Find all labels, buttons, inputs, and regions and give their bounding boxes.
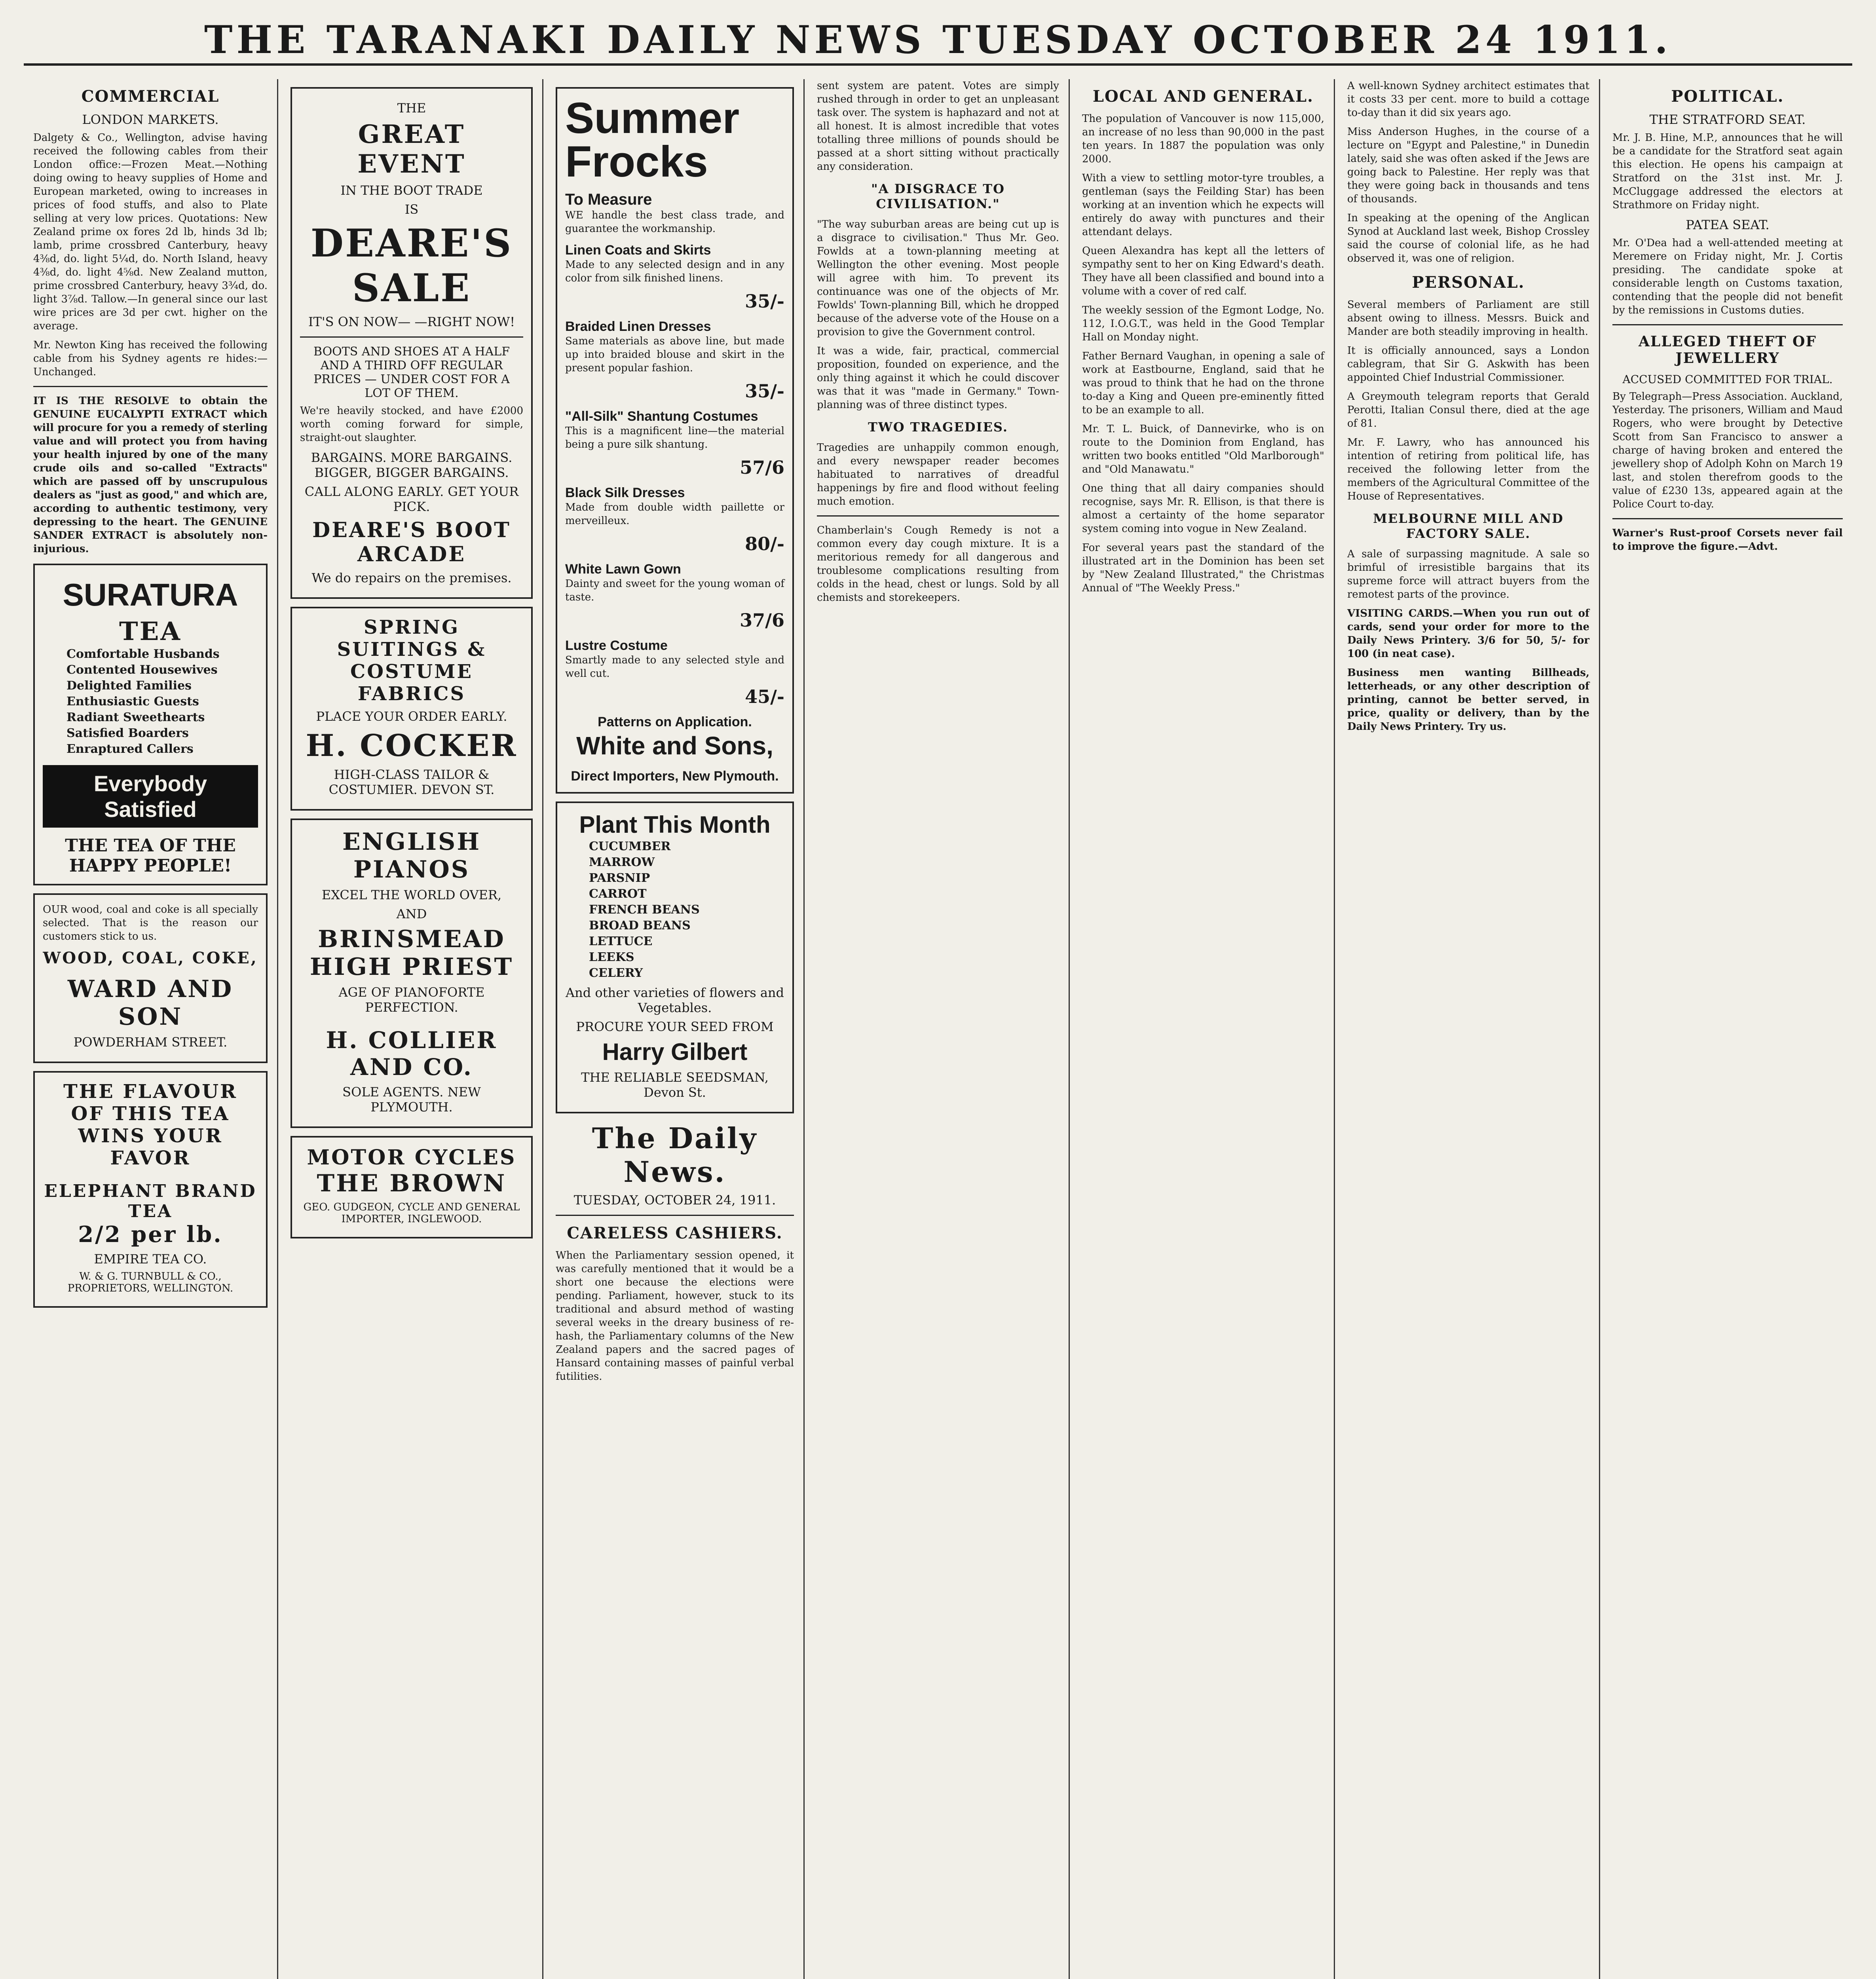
article-text: It was a wide, fair, practical, commercial proposition, founded on experience, and the only thing against it which he could discover was that it was "made in Germany." Town-planning was of three distinct types. (817, 345, 1059, 411)
ad-brown-sub: GEO. GUDGEON, CYCLE AND GENERAL IMPORTER, INGLEWOOD. (303, 1201, 520, 1225)
elephant-price: 2/2 per lb. (78, 1221, 223, 1248)
ad-procure: PROCURE YOUR SEED FROM (576, 1019, 774, 1034)
plant-list (565, 839, 784, 981)
column-rule (277, 79, 278, 1979)
tea-tagline: THE TEA OF THE HAPPY PEOPLE! (65, 836, 236, 876)
ad-measure: To Measure (565, 191, 652, 208)
editorial-heading: CARELESS CASHIERS. (567, 1224, 783, 1242)
benefit-list (43, 646, 258, 757)
paper-name: The Daily News. (592, 1121, 758, 1189)
column-deares-sale (281, 79, 542, 1979)
column-personal (1338, 79, 1599, 1979)
ad-order: PLACE YOUR ORDER EARLY. (316, 709, 507, 724)
list-item: PARSNIP (589, 871, 650, 885)
article-text: Mr. T. L. Buick, of Dannevirke, who is on route to the Dominion from England, has written two books entitled "Old Marlborough" and "Old Manawatu." (1082, 423, 1324, 475)
section-heading: POLITICAL. (1671, 87, 1784, 106)
item-price: 80/- (745, 533, 784, 555)
advert-text: IT IS THE RESOLVE to obtain the GENUINE EUCALYPTI EXTRACT which will procure for you a remedy of sterling value and will protect you from having your health injured by one of the many crude oils and so-called "Extracts" which are passed off by unscrupulous dealers as "just as good," and which are, according to authentic testimony, very depressing to the heart. The GENUINE SANDER EXTRACT is absolutely non-injurious. (33, 395, 268, 555)
section-heading: MELBOURNE MILL AND FACTORY SALE. (1373, 511, 1564, 541)
brand-name: SURATURA (63, 577, 238, 612)
ward-address: POWDERHAM STREET. (73, 1035, 228, 1050)
article-text: The population of Vancouver is now 115,000, an increase of no less than 90,000 in the past ten years. In 1887 the population was only 2000. (1082, 113, 1324, 165)
ad-in-boot-trade: IN THE BOOT TRADE (340, 183, 483, 198)
item-price: 35/- (745, 291, 784, 312)
ad-bargains: BARGAINS. MORE BARGAINS. BIGGER, BIGGER BARGAINS. (311, 450, 513, 480)
column-editorial (807, 79, 1069, 1979)
column-rule (1599, 79, 1600, 1979)
column-rule (803, 79, 805, 1979)
ad-cocker-sub: HIGH-CLASS TAILOR & COSTUMIER. DEVON ST. (328, 767, 495, 797)
frock-item (565, 485, 784, 555)
ad-brinsmead: BRINSMEAD (318, 925, 505, 953)
ad-on-now: IT'S ON NOW— —RIGHT NOW! (308, 314, 515, 329)
article-text: A Greymouth telegram reports that Gerald Perotti, Italian Consul there, died at the age of 81. (1347, 391, 1589, 429)
empire-name: EMPIRE TEA CO. (94, 1252, 207, 1267)
brand-sub: TEA (119, 617, 182, 646)
deares-advert (291, 87, 533, 599)
cocker-advert (291, 607, 533, 811)
masthead (24, 16, 1852, 66)
ad-collier-sub: SOLE AGENTS. NEW PLYMOUTH. (342, 1084, 481, 1115)
section-heading: COMMERCIAL (81, 87, 220, 106)
column-rule (1334, 79, 1335, 1979)
empire-sub: W. & G. TURNBULL & CO., PROPRIETORS, WELLINGTON. (67, 1271, 234, 1294)
pianos-advert (291, 819, 533, 1128)
article-text: For several years past the standard of the illustrated art in the Dominion has been set by "New Zealand Illustrated," the Christmas Annual of "The Weekly Press." (1082, 542, 1324, 594)
section-heading: PERSONAL. (1412, 273, 1525, 292)
ad-text: We're heavily stocked, and have £2000 worth coming forward for simple, straight-out slaughter. (300, 405, 523, 444)
divider (817, 515, 1059, 517)
ad-intro: WE handle the best class trade, and guarantee the workmanship. (565, 209, 784, 235)
ad-pianos: ENGLISH PIANOS (342, 828, 481, 883)
ad-age: AGE OF PIANOFORTE PERFECTION. (338, 985, 485, 1015)
section-heading: LOCAL AND GENERAL. (1092, 87, 1314, 106)
item-title: "All-Silk" Shantung Costumes (565, 409, 758, 424)
ad-priest: HIGH PRIEST (310, 953, 514, 981)
sub-heading: THE STRATFORD SEAT. (1649, 112, 1806, 127)
ad-white-sons: White and Sons, (576, 731, 773, 760)
article-text: In speaking at the opening of the Anglican Synod at Auckland last week, Bishop Crossley said the course of colonial life, as he had observed it, was one of religion. (1347, 212, 1589, 264)
article-text: Miss Anderson Hughes, in the course of a lecture on "Egypt and Palestine," in Dunedin lately, said she was often asked if the Jews are going back to Palestine. Her reply was that they were going back in thousands and tens of thousands. (1347, 126, 1589, 205)
frock-item (565, 243, 784, 312)
article-text: "The way suburban areas are being cut up is a disgrace to civilisation." Thus Mr. Geo. Fowlds at a town-planning meeting at Wellington the other evening. Most people will agree with him. To prevent its continuance was one of the objects of Mr. Fowlds' Town-planning Bill, which he dropped because of the adverse vote of the House on a provision to give the Government control. (817, 218, 1059, 338)
column-commercial (24, 79, 277, 1979)
masthead-title: THE TARANAKI DAILY NEWS TUESDAY OCTOBER 24 1911. (204, 17, 1672, 62)
section-heading: TWO TRAGEDIES. (868, 420, 1008, 435)
article-text: With a view to settling motor-tyre troubles, a gentleman (says the Feilding Star) has been working at an invention which he expects will entirely do away with punctures and their attendant delays. (1082, 172, 1324, 238)
ad-collier: H. COLLIER AND CO. (326, 1027, 497, 1081)
sub-heading: LONDON MARKETS. (82, 112, 219, 127)
article-text: Several members of Parliament are still absent owing to illness. Messrs. Buick and Mander are both steadily improving in health. (1347, 299, 1589, 338)
section-heading: ALLEGED THEFT OF JEWELLERY (1639, 333, 1817, 367)
list-item: Comfortable Husbands (66, 647, 220, 661)
frock-item (565, 562, 784, 631)
ad-arcade: DEARE'S BOOT ARCADE (312, 518, 511, 566)
ad-gilbert: Harry Gilbert (602, 1039, 748, 1065)
advert-text: VISITING CARDS.—When you run out of cards, send your order for more to the Daily News Printery. 3/6 for 50, 5/- for 100 (in neat case). (1347, 608, 1589, 660)
item-desc: Same materials as above line, but made up into braided blouse and skirt in the present popular fashion. (565, 335, 784, 374)
advert-text: Chamberlain's Cough Remedy is not a common every day cough mixture. It is a meritorious remedy for all dangerous and troublesome complications resulting from colds in the head, chest or lungs. Sold by all chemists and storekeepers. (817, 524, 1059, 604)
item-title: White Lawn Gown (565, 562, 681, 577)
article-text: Dalgety & Co., Wellington, advise having received the following cables from their London office:—Frozen Meat.—Nothing doing owing to heavy supplies of Home and European marketed, owing to increases in prices of food stuffs, and also to Plate selling at very low prices. Quotations: New Zealand prime ox fores 2d lb, hinds 3d lb; lamb, prime crossbred Canterbury, heavy 4⅜d, do. light 5¼d, do. North Island, heavy 4⅜d, do. light 4⅝d. New Zealand mutton, prime crossbred Canterbury, heavy 3¾d, do. light 3⅞d. Tallow.—In general since our last wire prices are 3d per cwt. higher on the average. (33, 132, 268, 332)
divider (300, 336, 523, 338)
article-text: Mr. J. B. Hine, M.P., announces that he will be a candidate for the Stratford seat again this election. He opens his campaign at Stratford on the 31st inst. Mr. J. McCluggage addressed the electors at Strathmore on Friday night. (1612, 132, 1843, 211)
item-title: Braided Linen Dresses (565, 319, 711, 334)
ad-excel: EXCEL THE WORLD OVER, (321, 887, 502, 902)
list-item: LETTUCE (589, 934, 653, 948)
ad-boots: BOOTS AND SHOES AT A HALF AND A THIRD OFF REGULAR PRICES — UNDER COST FOR A LOT OF THEM. (313, 345, 510, 400)
editorial-date: TUESDAY, OCTOBER 24, 1911. (573, 1193, 776, 1208)
frock-item (565, 319, 784, 402)
ad-repairs: We do repairs on the premises. (311, 570, 512, 585)
column-rule (542, 79, 543, 1979)
list-item: Delighted Families (66, 679, 192, 693)
article-text: Mr. O'Dea had a well-attended meeting at Meremere on Friday night, Mr. J. Cortis presiding. The candidate spoke at considerable length on Customs taxation, contending that the people did not benefit by the remissions in Customs duties. (1612, 237, 1843, 316)
ad-plant: Plant This Month (579, 811, 771, 838)
item-price: 57/6 (740, 457, 784, 478)
column-local-general (1073, 79, 1334, 1979)
ad-call: CALL ALONG EARLY. GET YOUR PICK. (304, 484, 519, 514)
list-item: FRENCH BEANS (589, 903, 700, 917)
sub-heading: ACCUSED COMMITTED FOR TRIAL. (1622, 373, 1833, 386)
column-political (1603, 79, 1852, 1979)
motor-advert (291, 1136, 533, 1238)
article-text: A sale of surpassing magnitude. A sale so brimful of irresistible bargains that its supreme force will attract buyers from the remotest parts of the province. (1347, 548, 1589, 600)
coal-items: WOOD, COAL, COKE, (43, 949, 258, 967)
ad-cocker: H. COCKER (306, 728, 518, 763)
elephant-tea-advert (33, 1071, 268, 1308)
list-item: CARROT (589, 887, 647, 901)
advert-text: Warner's Rust-proof Corsets never fail to improve the figure.—Advt. (1612, 527, 1843, 553)
list-item: MARROW (589, 855, 655, 869)
coal-advert (33, 893, 268, 1063)
frock-item (565, 409, 784, 478)
item-desc: Made from double width paillette or merveilleux. (565, 501, 784, 527)
section-heading: "A DISGRACE TO CIVILISATION." (871, 181, 1005, 211)
article-text: One thing that all dairy companies should recognise, says Mr. R. Ellison, is that there is almost a certainty of the home separator system coming into vogue in New Zealand. (1082, 482, 1324, 535)
white-sons-advert (556, 87, 794, 794)
list-item: Enraptured Callers (66, 742, 194, 756)
ad-great-event: GREAT EVENT (357, 120, 466, 179)
elephant-name: ELEPHANT BRAND TEA (44, 1181, 257, 1221)
item-price: 37/6 (740, 610, 784, 631)
ad-summer: Summer Frocks (565, 94, 740, 186)
list-item: Contented Housewives (66, 663, 218, 677)
item-title: Lustre Costume (565, 638, 668, 653)
article-text: A well-known Sydney architect estimates that it costs 33 per cent. more to build a cottage to-day than it did six years ago. (1347, 80, 1589, 119)
ad-deares: DEARE'S (310, 221, 513, 266)
list-item: CELERY (589, 966, 643, 980)
frock-item (565, 638, 784, 707)
advert-text: OUR wood, coal and coke is all specially selected. That is the reason our customers stick to us. (43, 904, 258, 942)
sub-heading: PATEA SEAT. (1686, 217, 1770, 232)
item-desc: Made to any selected design and in any color from silk finished linens. (565, 259, 784, 284)
article-text: It is officially announced, says a London cablegram, that Sir G. Askwith has been appointed Chief Industrial Commissioner. (1347, 345, 1589, 384)
ward-name: WARD AND SON (67, 975, 234, 1031)
ad-motor: MOTOR CYCLES (307, 1145, 516, 1170)
ad-spring: SPRING SUITINGS & COSTUME FABRICS (337, 616, 486, 705)
article-text: Queen Alexandra has kept all the letters of sympathy sent to her on King Edward's death. They have all been classified and bound into a volume with a cover of red calf. (1082, 245, 1324, 297)
flavour-heading: THE FLAVOUR OF THIS TEA WINS YOUR FAVOR (63, 1081, 237, 1169)
divider (1612, 518, 1843, 519)
divider (33, 386, 268, 387)
item-title: Linen Coats and Skirts (565, 243, 711, 258)
editorial-text: sent system are patent. Votes are simply rushed through in order to get an unpleasant task over. The system is haphazard and not at all honest. It is almost incredible that votes totalling three millions of pounds should be passed at a short sitting without practically any consideration. (817, 80, 1059, 173)
list-item: Radiant Sweethearts (66, 710, 205, 724)
slogan-banner: Everybody Satisfied (43, 765, 258, 828)
item-desc: Dainty and sweet for the young woman of taste. (565, 578, 784, 603)
item-desc: Smartly made to any selected style and well cut. (565, 654, 784, 680)
article-text: By Telegraph—Press Association. Auckland, Yesterday. The prisoners, William and Maud Rogers, who were brought by Detective Scott from San Francisco to answer a charge of having broken and entered the jewellery shop of Adolph Kohn on March 19 last, and stolen therefrom goods to the value of £230 13s, appeared again at the Police Court to-day. (1612, 391, 1843, 510)
ad-gilbert-sub: THE RELIABLE SEEDSMAN, Devon St. (581, 1070, 769, 1100)
item-title: Black Silk Dresses (565, 485, 685, 500)
article-text: Tragedies are unhappily common enough, and every newspaper reader becomes habituated to narratives of dreadful happenings by fire and flood without feeling much emotion. (817, 442, 1059, 507)
ad-white-sub: Direct Importers, New Plymouth. (571, 769, 779, 784)
ad-the: THE (397, 101, 426, 116)
list-item: Satisfied Boarders (66, 726, 189, 740)
article-text: Mr. Newton King has received the following cable from his Sydney agents re hides:—Unchanged. (33, 339, 268, 378)
column-rule (1069, 79, 1070, 1979)
list-item: BROAD BEANS (589, 919, 691, 933)
ad-is: IS (404, 202, 419, 217)
column-summer-frocks (546, 79, 803, 1979)
ad-sale: SALE (352, 266, 471, 310)
divider (1612, 324, 1843, 325)
item-desc: This is a magnificent line—the material being a pure silk shantung. (565, 425, 784, 450)
item-price: 35/- (745, 380, 784, 402)
item-price: 45/- (745, 686, 784, 707)
list-item: Enthusiastic Guests (66, 695, 199, 708)
ad-and: AND (396, 906, 427, 921)
list-item: CUCUMBER (589, 839, 671, 853)
editorial-text: When the Parliamentary session opened, it was carefully mentioned that it would be a short one because the elections were pending. Parliament, however, stuck to its traditional and absurd method of wasting several weeks in the dreary business of re-hash, the Parliamentary columns of the New Zealand papers and the sacred pages of Hansard containing masses of painful verbal futilities. (556, 1250, 794, 1383)
divider (556, 1215, 794, 1216)
article-text: The weekly session of the Egmont Lodge, No. 112, I.O.G.T., was held in the Good Templar Hall on Monday night. (1082, 304, 1324, 343)
ad-others: And other varieties of flowers and Vegetables. (565, 985, 784, 1015)
ad-patterns: Patterns on Application. (598, 714, 752, 729)
article-text: Father Bernard Vaughan, in opening a sale of work at Eastbourne, England, said that he was proud to think that he had on the throne to-day a King and Queen pre-eminently fitted to be an example to all. (1082, 350, 1324, 416)
advert-text: Business men wanting Billheads, letterheads, or any other description of printing, cannot be better served, in price, quality or delivery, than by the Daily News Printery. Try us. (1347, 667, 1589, 733)
ad-brown: THE BROWN (317, 1170, 507, 1197)
article-text: Mr. F. Lawry, who has announced his intention of retiring from political life, has received the following letter from the members of the Agricultural Committee of the House of Representatives. (1347, 437, 1589, 502)
suratura-advert (33, 564, 268, 885)
list-item: LEEKS (589, 950, 634, 964)
gilbert-advert (556, 801, 794, 1113)
